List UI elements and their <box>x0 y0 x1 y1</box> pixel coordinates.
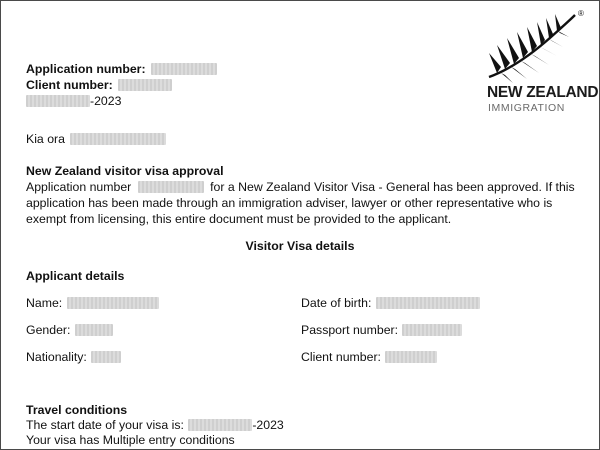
redacted-start-date <box>188 419 252 431</box>
nationality-row <box>26 350 121 365</box>
redacted-name <box>67 297 159 309</box>
date-of-birth-row <box>301 296 480 311</box>
approval-text-end: for a New Zealand Visitor Visa - General has been approved. If this application has been made through an immigration adviser, lawyer or other representative who is exempt from licensing, this entire document must be provided to the applicant. <box>26 180 575 226</box>
entry-conditions-text: Your visa has Multiple entry conditions <box>26 433 235 447</box>
approval-text-start: Application number <box>26 180 132 194</box>
redacted-date <box>26 95 90 107</box>
approval-heading: New Zealand visitor visa approval <box>26 164 224 178</box>
gender-row <box>26 323 113 338</box>
application-number-row <box>26 62 217 77</box>
logo-brand: NEW ZEALAND <box>487 84 599 101</box>
redacted-client-number <box>118 79 172 91</box>
client-number-detail-label: Client number: <box>301 350 381 364</box>
registered-mark: ® <box>578 9 584 18</box>
date-of-birth-label: Date of birth: <box>301 296 372 310</box>
applicant-details-heading: Applicant details <box>26 269 125 283</box>
logo-subtitle: IMMIGRATION <box>488 102 565 114</box>
redacted-application-number-inline <box>138 181 204 193</box>
redacted-nationality <box>91 351 121 363</box>
start-date-row <box>26 418 284 433</box>
greeting-text: Kia ora <box>26 132 65 146</box>
name-row <box>26 296 159 311</box>
start-date-year: -2023 <box>252 418 284 432</box>
redacted-date-of-birth <box>376 297 480 309</box>
letter-date-row <box>26 94 121 109</box>
redacted-application-number <box>151 63 217 75</box>
redacted-recipient-name <box>70 133 166 145</box>
client-number-detail-row <box>301 350 437 365</box>
redacted-client-number-detail <box>385 351 437 363</box>
greeting-row <box>26 132 166 147</box>
gender-label: Gender: <box>26 323 71 337</box>
passport-number-label: Passport number: <box>301 323 399 337</box>
approval-paragraph <box>26 179 586 227</box>
client-number-label: Client number: <box>26 78 113 92</box>
travel-conditions-heading: Travel conditions <box>26 403 128 417</box>
nationality-label: Nationality: <box>26 350 87 364</box>
client-number-row <box>26 78 172 93</box>
letter-date-year: -2023 <box>90 94 122 108</box>
name-label: Name: <box>26 296 63 310</box>
redacted-passport-number <box>402 324 462 336</box>
passport-number-row <box>301 323 462 338</box>
redacted-gender <box>75 324 113 336</box>
application-number-label: Application number: <box>26 62 146 76</box>
visitor-visa-details-title: Visitor Visa details <box>245 239 355 253</box>
start-date-label: The start date of your visa is: <box>26 418 184 432</box>
